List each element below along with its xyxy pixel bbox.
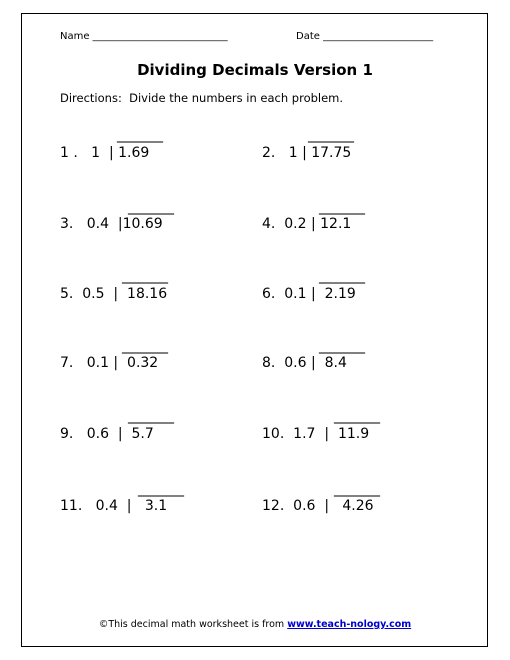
problem-1: 1 . 1 | 1.69 (60, 145, 150, 161)
worksheet-title: Dividing Decimals Version 1 (137, 61, 373, 79)
problem-6: 6. 0.1 | 2.19 (262, 286, 356, 302)
division-bar: _______ (117, 127, 163, 143)
division-bar: _______ (319, 338, 365, 354)
problem-5: 5. 0.5 | 18.16 (60, 286, 168, 302)
division-bar: _______ (128, 408, 174, 424)
name-field: Name ___________________________ (60, 31, 228, 42)
division-bar: _______ (319, 268, 365, 284)
division-bar: _______ (334, 481, 380, 497)
division-bar: _______ (319, 199, 365, 215)
footer-link[interactable]: www.teach-nology.com (287, 619, 412, 630)
problem-7: 7. 0.1 | 0.32 (60, 355, 159, 371)
division-bar: _______ (138, 481, 184, 497)
problem-9: 9. 0.6 | 5.7 (60, 426, 154, 442)
footer-credit (0, 619, 510, 630)
directions-text: Directions: Divide the numbers in each problem. (60, 91, 344, 105)
problem-8: 8. 0.6 | 8.4 (262, 355, 347, 371)
problem-10: 10. 1.7 | 11.9 (262, 426, 370, 442)
division-bar: _______ (122, 338, 168, 354)
division-bar: _______ (308, 127, 354, 143)
worksheet-border (21, 13, 488, 647)
date-field: Date ______________________ (296, 31, 434, 42)
division-bar: _______ (128, 199, 174, 215)
division-bar: _______ (122, 268, 168, 284)
problem-11: 11. 0.4 | 3.1 (60, 498, 168, 514)
problem-4: 4. 0.2 | 12.1 (262, 216, 352, 232)
problem-3: 3. 0.4 |10.69 (60, 216, 163, 232)
division-bar: _______ (334, 408, 380, 424)
problem-12: 12. 0.6 | 4.26 (262, 498, 374, 514)
footer-text: ©This decimal math worksheet is from (98, 619, 288, 630)
problem-2: 2. 1 | 17.75 (262, 145, 352, 161)
